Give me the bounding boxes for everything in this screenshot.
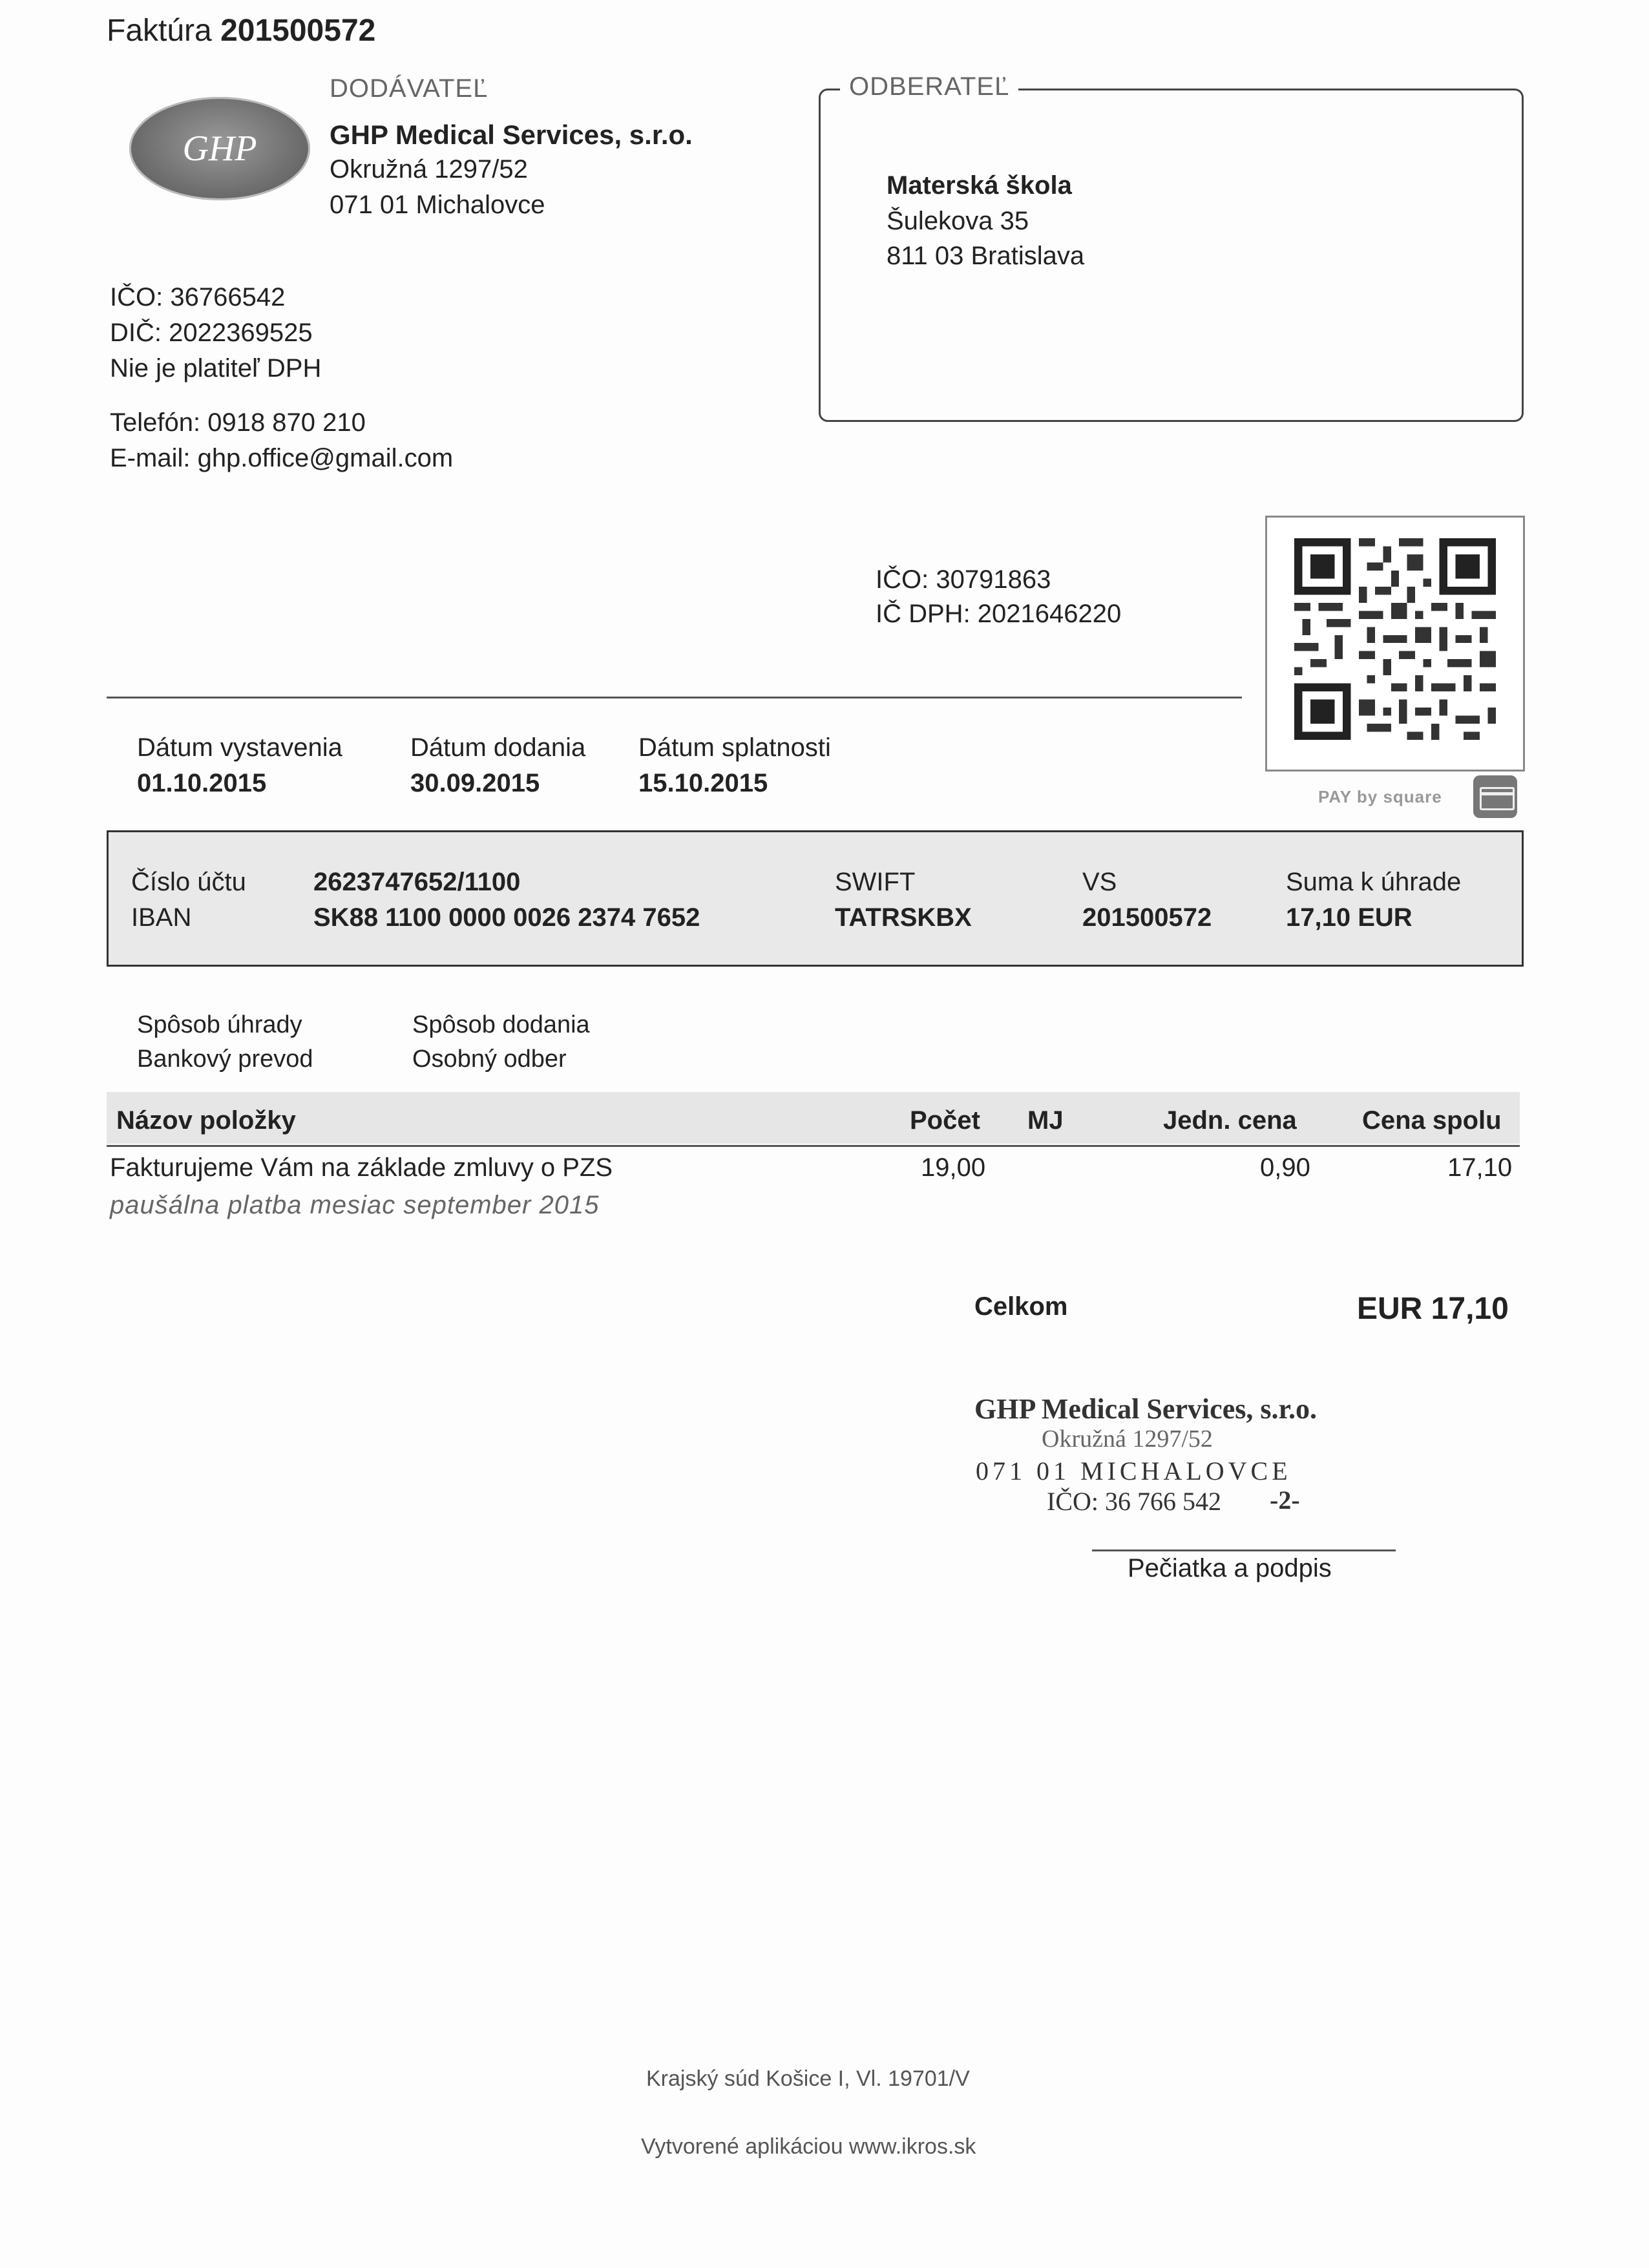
customer-name: Materská škola bbox=[887, 171, 1072, 200]
swift-label: SWIFT bbox=[835, 868, 916, 896]
col-header-name: Názov položky bbox=[116, 1106, 296, 1135]
stamp-line-company: GHP Medical Services, s.r.o. bbox=[974, 1393, 1317, 1425]
customer-section-label: ODBERATEĽ bbox=[840, 72, 1018, 101]
footer-court-registration: Krajský súd Košice I, Vl. 19701/V bbox=[646, 2066, 970, 2091]
logo-text: GHP bbox=[182, 129, 257, 169]
stamp-mark: -2- bbox=[1270, 1486, 1300, 1515]
items-table-header bbox=[107, 1092, 1520, 1144]
iban-value: SK88 1100 0000 0026 2374 7652 bbox=[313, 903, 700, 932]
supplier-phone: Telefón: 0918 870 210 bbox=[110, 408, 366, 437]
customer-ic-dph: IČ DPH: 2021646220 bbox=[876, 600, 1122, 628]
pay-by-square-label: PAY by square bbox=[1318, 787, 1442, 806]
qr-pattern-icon bbox=[1294, 538, 1496, 740]
supplier-email: E-mail: ghp.office@gmail.com bbox=[110, 444, 454, 472]
item-total: 17,10 bbox=[1447, 1153, 1513, 1182]
footer-created-by: Vytvorené aplikáciou www.ikros.sk bbox=[641, 2134, 976, 2159]
vs-value: 201500572 bbox=[1082, 903, 1212, 932]
account-label: Číslo účtu bbox=[131, 868, 246, 896]
signature-label: Pečiatka a podpis bbox=[1128, 1554, 1332, 1582]
supplier-street: Okružná 1297/52 bbox=[330, 155, 528, 184]
company-logo bbox=[129, 97, 310, 200]
stamp-line-city: 071 01 MICHALOVCE bbox=[976, 1456, 1292, 1486]
supplier-vat-status: Nie je platiteľ DPH bbox=[110, 354, 322, 383]
items-table-divider bbox=[107, 1145, 1520, 1147]
col-header-qty: Počet bbox=[910, 1106, 980, 1135]
invoice-label: Faktúra bbox=[107, 14, 212, 48]
total-value: EUR 17,10 bbox=[1357, 1292, 1509, 1326]
col-header-unit-price: Jedn. cena bbox=[1163, 1106, 1297, 1135]
payment-method: Bankový prevod bbox=[137, 1045, 313, 1073]
delivery-method-label: Spôsob dodania bbox=[412, 1011, 590, 1038]
supplier-name: GHP Medical Services, s.r.o. bbox=[330, 120, 693, 150]
supplier-section-label: DODÁVATEĽ bbox=[330, 74, 488, 103]
qr-code bbox=[1265, 516, 1525, 772]
item-qty: 19,00 bbox=[921, 1153, 986, 1182]
delivered-date-label: Dátum dodania bbox=[410, 733, 586, 762]
customer-street: Šulekova 35 bbox=[887, 207, 1029, 235]
swift-value: TATRSKBX bbox=[835, 903, 972, 932]
total-label: Celkom bbox=[974, 1292, 1068, 1321]
col-header-unit: MJ bbox=[1027, 1106, 1064, 1135]
invoice-number: 201500572 bbox=[220, 14, 376, 48]
customer-ico: IČO: 30791863 bbox=[876, 565, 1051, 594]
item-name: Fakturujeme Vám na základe zmluvy o PZS bbox=[110, 1153, 613, 1182]
stamp-line-ico: IČO: 36 766 542 bbox=[1047, 1487, 1221, 1516]
due-date: 15.10.2015 bbox=[638, 769, 768, 797]
amount-due-value: 17,10 EUR bbox=[1286, 903, 1413, 932]
item-unit-price: 0,90 bbox=[1260, 1153, 1310, 1182]
amount-due-label: Suma k úhrade bbox=[1286, 868, 1462, 896]
account-number: 2623747652/1100 bbox=[313, 868, 521, 896]
payment-method-label: Spôsob úhrady bbox=[137, 1011, 302, 1038]
header-divider bbox=[107, 697, 1242, 698]
stamp-line-street: Okružná 1297/52 bbox=[1042, 1425, 1213, 1453]
col-header-total: Cena spolu bbox=[1362, 1106, 1502, 1135]
invoice-title bbox=[107, 13, 375, 48]
supplier-city: 071 01 Michalovce bbox=[330, 191, 545, 219]
iban-label: IBAN bbox=[131, 903, 192, 932]
signature-line bbox=[1092, 1549, 1396, 1551]
customer-city: 811 03 Bratislava bbox=[887, 242, 1085, 270]
item-note: paušálna platba mesiac september 2015 bbox=[110, 1191, 600, 1219]
delivery-method: Osobný odber bbox=[412, 1045, 567, 1073]
issued-date: 01.10.2015 bbox=[137, 769, 267, 797]
supplier-ico: IČO: 36766542 bbox=[110, 283, 286, 311]
vs-label: VS bbox=[1082, 868, 1117, 896]
due-date-label: Dátum splatnosti bbox=[638, 733, 831, 762]
pay-by-square-icon bbox=[1473, 775, 1517, 818]
payment-box bbox=[107, 830, 1524, 967]
delivered-date: 30.09.2015 bbox=[410, 769, 540, 797]
issued-date-label: Dátum vystavenia bbox=[137, 733, 342, 762]
supplier-dic: DIČ: 2022369525 bbox=[110, 319, 313, 347]
